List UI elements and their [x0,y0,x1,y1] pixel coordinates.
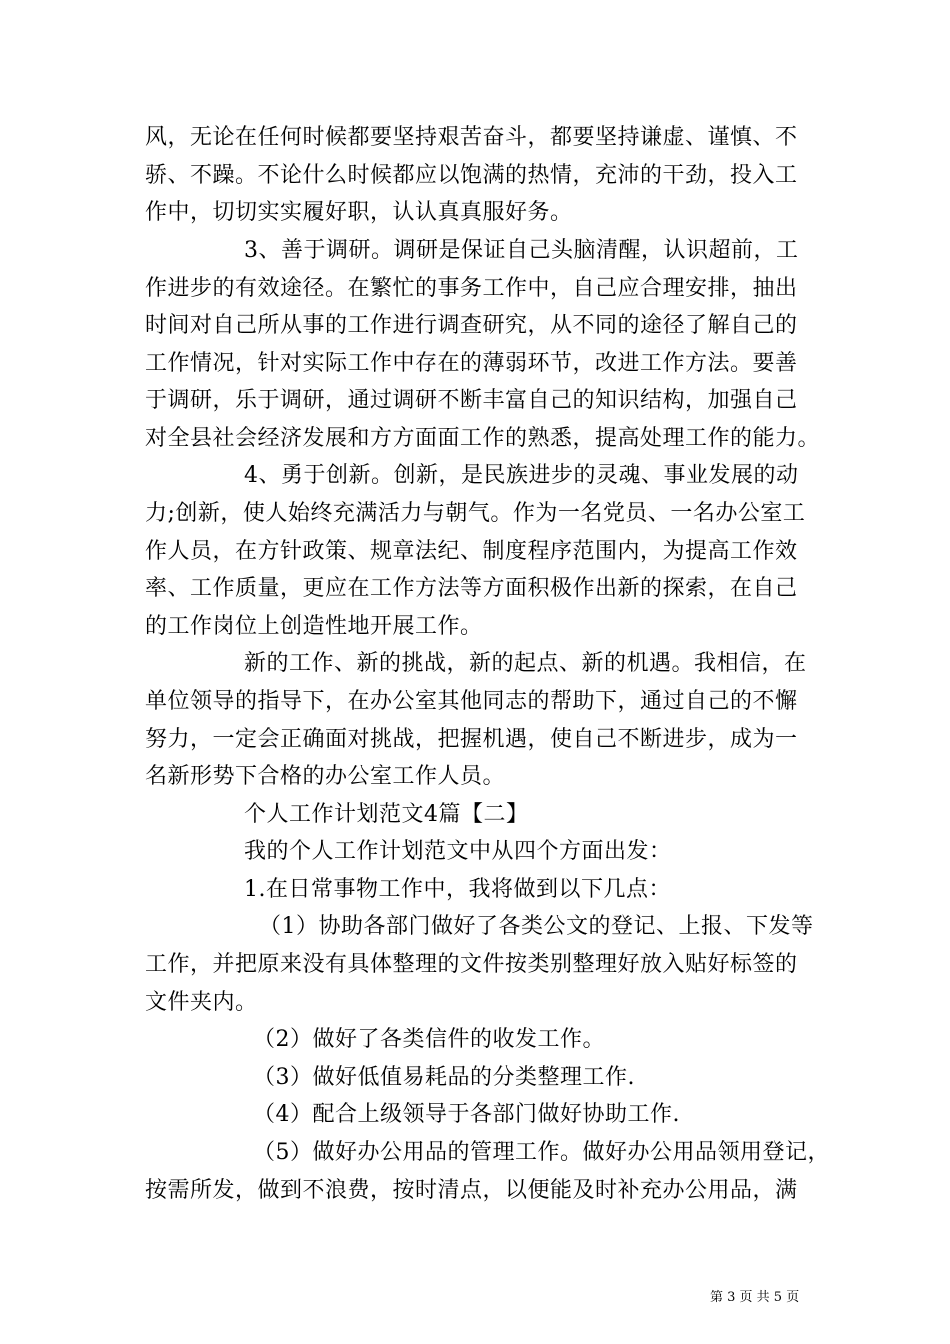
text-line: 3、善于调研。调研是保证自己头脑清醒，认识超前，工 [244,238,799,263]
text-line: 骄、不躁。不论什么时候都应以饱满的热情，充沛的干劲，投入工 [145,163,798,188]
text-line: （3）做好低值易耗品的分类整理工作. [253,1065,635,1090]
text-line: 我的个人工作计划范文中从四个方面出发： [244,839,672,864]
text-line: 对全县社会经济发展和方方面面工作的熟悉，提高处理工作的能力。 [145,426,821,451]
text-line: 作中，切切实实履好职，认认真真服好务。 [145,200,573,225]
text-line: （4）配合上级领导于各部门做好协助工作. [253,1102,680,1127]
text-line: 作人员，在方针政策、规章法纪、制度程序范围内，为提高工作效 [145,539,798,564]
text-line: 努力，一定会正确面对挑战，把握机遇，使自己不断进步，成为一 [145,727,798,752]
section-heading: 个人工作计划范文4篇【二】 [244,802,529,827]
text-line: 工作情况，针对实际工作中存在的薄弱环节，改进工作方法。要善 [145,351,798,376]
page-number: 第 3 页 共 5 页 [710,1290,800,1305]
text-line: 时间对自己所从事的工作进行调查研究，从不同的途径了解自己的 [145,313,798,338]
text-line: 4、勇于创新。创新，是民族进步的灵魂、事业发展的动 [244,463,799,488]
text-line: （2）做好了各类信件的收发工作。 [253,1027,605,1052]
text-line: 新的工作、新的挑战，新的起点、新的机遇。我相信，在 [244,651,807,676]
text-line: 工作，并把原来没有具体整理的文件按类别整理好放入贴好标签的 [145,952,798,977]
text-line: 文件夹内。 [145,990,258,1015]
text-line: 名新形势下合格的办公室工作人员。 [145,764,506,789]
text-line: 作进步的有效途径。在繁忙的事务工作中，自己应合理安排，抽出 [145,276,798,301]
text-line: （5）做好办公用品的管理工作。做好办公用品领用登记， [253,1140,830,1165]
text-line: 风，无论在任何时候都要坚持艰苦奋斗，都要坚持谦虚、谨慎、不 [145,125,798,150]
text-line: 于调研，乐于调研，通过调研不断丰富自己的知识结构，加强自己 [145,388,798,413]
text-line: 的工作岗位上创造性地开展工作。 [145,614,483,639]
text-line: 1.在日常事物工作中，我将做到以下几点： [244,877,671,902]
text-line: 单位领导的指导下，在办公室其他同志的帮助下，通过自己的不懈 [145,689,798,714]
text-line: 按需所发，做到不浪费，按时清点，以便能及时补充办公用品，满 [145,1178,798,1203]
text-line: （1）协助各部门做好了各类公文的登记、上报、下发等 [259,914,814,939]
text-line: 率、工作质量，更应在工作方法等方面积极作出新的探索，在自己 [145,576,798,601]
text-line: 力;创新，使人始终充满活力与朝气。作为一名党员、一名办公室工 [145,501,806,526]
